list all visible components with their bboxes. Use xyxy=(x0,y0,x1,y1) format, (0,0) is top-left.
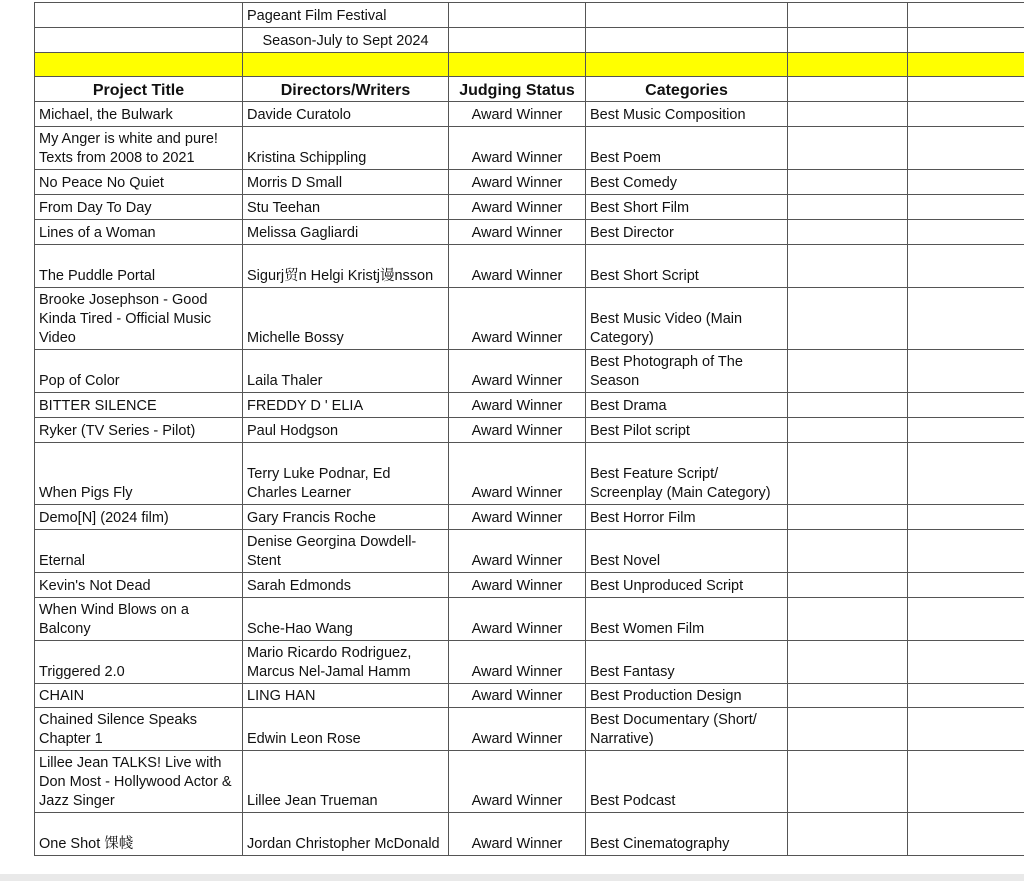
director-cell[interactable]: Terry Luke Podnar, Ed Charles Learner xyxy=(243,443,449,505)
cell[interactable] xyxy=(908,102,1024,127)
cell[interactable] xyxy=(908,77,1024,102)
category-cell[interactable]: Best Documentary (Short/ Narrative) xyxy=(586,708,788,751)
cell[interactable] xyxy=(788,530,908,573)
judging-status-cell[interactable]: Award Winner xyxy=(449,641,586,684)
table-row xyxy=(35,505,1024,530)
project-title-cell[interactable]: Kevin's Not Dead xyxy=(35,573,243,598)
cell[interactable] xyxy=(908,708,1024,751)
cell[interactable] xyxy=(788,684,908,708)
project-title-cell[interactable]: Eternal xyxy=(35,530,243,573)
director-cell[interactable]: LING HAN xyxy=(243,684,449,708)
project-title-cell[interactable]: Michael, the Bulwark xyxy=(35,102,243,127)
cell[interactable] xyxy=(908,443,1024,505)
cell[interactable] xyxy=(788,3,908,28)
table-row xyxy=(35,350,1024,393)
category-cell[interactable]: Best Cinematography xyxy=(586,813,788,856)
cell[interactable] xyxy=(788,195,908,220)
cell[interactable] xyxy=(908,813,1024,856)
cell[interactable] xyxy=(908,418,1024,443)
header-row xyxy=(35,77,1024,102)
bottom-strip xyxy=(0,874,1024,881)
spreadsheet-table xyxy=(34,2,1024,856)
project-title-cell[interactable]: The Puddle Portal xyxy=(35,245,243,288)
category-cell[interactable]: Best Short Script xyxy=(586,245,788,288)
judging-status-cell[interactable]: Award Winner xyxy=(449,220,586,245)
category-cell[interactable]: Best Short Film xyxy=(586,195,788,220)
table-row xyxy=(35,443,1024,505)
judging-status-cell[interactable]: Award Winner xyxy=(449,708,586,751)
table-row xyxy=(35,813,1024,856)
cell[interactable] xyxy=(908,245,1024,288)
director-cell[interactable]: Melissa Gagliardi xyxy=(243,220,449,245)
cell[interactable] xyxy=(788,418,908,443)
director-cell[interactable]: Morris D Small xyxy=(243,170,449,195)
cell[interactable] xyxy=(908,28,1024,53)
cell[interactable] xyxy=(35,3,243,28)
project-title-cell[interactable]: BITTER SILENCE xyxy=(35,393,243,418)
project-title-cell[interactable]: Triggered 2.0 xyxy=(35,641,243,684)
project-title-cell[interactable]: One Shot 馃帴 xyxy=(35,813,243,856)
cell[interactable] xyxy=(788,288,908,350)
cell[interactable] xyxy=(788,598,908,641)
category-cell[interactable]: Best Women Film xyxy=(586,598,788,641)
table-row xyxy=(35,393,1024,418)
project-title-cell[interactable]: Lines of a Woman xyxy=(35,220,243,245)
project-title-cell[interactable]: Ryker (TV Series - Pilot) xyxy=(35,418,243,443)
cell[interactable] xyxy=(788,641,908,684)
table-row xyxy=(35,598,1024,641)
cell[interactable] xyxy=(908,573,1024,598)
category-cell[interactable]: Best Music Video (Main Category) xyxy=(586,288,788,350)
judging-status-cell[interactable]: Award Winner xyxy=(449,102,586,127)
project-title-cell[interactable]: Lillee Jean TALKS! Live with Don Most - Hollywood Actor & Jazz Singer xyxy=(35,751,243,813)
cell[interactable] xyxy=(788,708,908,751)
cell[interactable] xyxy=(586,3,788,28)
cell[interactable] xyxy=(908,220,1024,245)
project-title-cell[interactable]: Pop of Color xyxy=(35,350,243,393)
category-cell[interactable]: Best Feature Script/ Screenplay (Main Category) xyxy=(586,443,788,505)
cell[interactable] xyxy=(788,127,908,170)
cell[interactable] xyxy=(788,393,908,418)
director-cell[interactable]: Paul Hodgson xyxy=(243,418,449,443)
director-cell[interactable]: FREDDY D ' ELIA xyxy=(243,393,449,418)
column-header-directors-writers[interactable]: Directors/Writers xyxy=(243,77,449,102)
director-cell[interactable]: Kristina Schippling xyxy=(243,127,449,170)
cell[interactable] xyxy=(586,28,788,53)
cell[interactable] xyxy=(449,28,586,53)
table-row xyxy=(35,418,1024,443)
cell[interactable] xyxy=(908,195,1024,220)
director-cell[interactable]: Gary Francis Roche xyxy=(243,505,449,530)
cell[interactable] xyxy=(449,3,586,28)
judging-status-cell[interactable]: Award Winner xyxy=(449,170,586,195)
highlight-row xyxy=(35,53,1024,77)
project-title-cell[interactable]: Brooke Josephson - Good Kinda Tired - Official Music Video xyxy=(35,288,243,350)
cell[interactable] xyxy=(35,53,243,77)
table-row xyxy=(35,102,1024,127)
judging-status-cell[interactable]: Award Winner xyxy=(449,813,586,856)
category-cell[interactable]: Best Podcast xyxy=(586,751,788,813)
judging-status-cell[interactable]: Award Winner xyxy=(449,505,586,530)
judging-status-cell[interactable]: Award Winner xyxy=(449,350,586,393)
director-cell[interactable]: Jordan Christopher McDonald xyxy=(243,813,449,856)
table-row xyxy=(35,573,1024,598)
category-cell[interactable]: Best Photograph of The Season xyxy=(586,350,788,393)
cell[interactable] xyxy=(449,53,586,77)
judging-status-cell[interactable]: Award Winner xyxy=(449,418,586,443)
festival-name-row xyxy=(35,3,1024,28)
project-title-cell[interactable]: When Wind Blows on a Balcony xyxy=(35,598,243,641)
judging-status-cell[interactable]: Award Winner xyxy=(449,245,586,288)
director-cell[interactable]: Edwin Leon Rose xyxy=(243,708,449,751)
cell[interactable] xyxy=(908,684,1024,708)
cell[interactable] xyxy=(788,573,908,598)
column-header-project-title[interactable]: Project Title xyxy=(35,77,243,102)
category-cell[interactable]: Best Horror Film xyxy=(586,505,788,530)
project-title-cell[interactable]: From Day To Day xyxy=(35,195,243,220)
column-header-judging-status[interactable]: Judging Status xyxy=(449,77,586,102)
table-row xyxy=(35,641,1024,684)
director-cell[interactable]: Davide Curatolo xyxy=(243,102,449,127)
project-title-cell[interactable]: CHAIN xyxy=(35,684,243,708)
category-cell[interactable]: Best Poem xyxy=(586,127,788,170)
judging-status-cell[interactable]: Award Winner xyxy=(449,684,586,708)
cell[interactable] xyxy=(908,530,1024,573)
table-row xyxy=(35,195,1024,220)
category-cell[interactable]: Best Novel xyxy=(586,530,788,573)
category-cell[interactable]: Best Music Composition xyxy=(586,102,788,127)
festival-season-row xyxy=(35,28,1024,53)
table-row xyxy=(35,127,1024,170)
category-cell[interactable]: Best Unproduced Script xyxy=(586,573,788,598)
director-cell[interactable]: Sche-Hao Wang xyxy=(243,598,449,641)
table-row xyxy=(35,220,1024,245)
judging-status-cell[interactable]: Award Winner xyxy=(449,573,586,598)
cell[interactable] xyxy=(908,393,1024,418)
director-cell[interactable]: Denise Georgina Dowdell-Stent xyxy=(243,530,449,573)
cell[interactable] xyxy=(788,505,908,530)
category-cell[interactable]: Best Fantasy xyxy=(586,641,788,684)
director-cell[interactable]: Stu Teehan xyxy=(243,195,449,220)
cell[interactable] xyxy=(788,245,908,288)
director-cell[interactable]: Laila Thaler xyxy=(243,350,449,393)
category-cell[interactable]: Best Director xyxy=(586,220,788,245)
judging-status-cell[interactable]: Award Winner xyxy=(449,288,586,350)
cell[interactable] xyxy=(788,53,908,77)
cell[interactable] xyxy=(908,641,1024,684)
director-cell[interactable]: Mario Ricardo Rodriguez, Marcus Nel-Jamal Hamm xyxy=(243,641,449,684)
table-row xyxy=(35,170,1024,195)
table-row xyxy=(35,288,1024,350)
cell[interactable] xyxy=(35,28,243,53)
category-cell[interactable]: Best Drama xyxy=(586,393,788,418)
project-title-cell[interactable]: Chained Silence Speaks Chapter 1 xyxy=(35,708,243,751)
project-title-cell[interactable]: Demo[N] (2024 film) xyxy=(35,505,243,530)
cell[interactable] xyxy=(908,127,1024,170)
cell[interactable] xyxy=(908,751,1024,813)
cell[interactable] xyxy=(788,102,908,127)
festival-season[interactable]: Season-July to Sept 2024 xyxy=(243,28,449,53)
judging-status-cell[interactable]: Award Winner xyxy=(449,127,586,170)
cell[interactable] xyxy=(908,3,1024,28)
project-title-cell[interactable]: My Anger is white and pure! Texts from 2008 to 2021 xyxy=(35,127,243,170)
judging-status-cell[interactable]: Award Winner xyxy=(449,443,586,505)
table-row xyxy=(35,530,1024,573)
cell[interactable] xyxy=(788,751,908,813)
director-cell[interactable]: Lillee Jean Trueman xyxy=(243,751,449,813)
column-header-categories[interactable]: Categories xyxy=(586,77,788,102)
festival-name[interactable]: Pageant Film Festival xyxy=(243,3,449,28)
judging-status-cell[interactable]: Award Winner xyxy=(449,598,586,641)
category-cell[interactable]: Best Pilot script xyxy=(586,418,788,443)
cell[interactable] xyxy=(788,813,908,856)
cell[interactable] xyxy=(908,53,1024,77)
cell[interactable] xyxy=(908,505,1024,530)
table-row xyxy=(35,245,1024,288)
cell[interactable] xyxy=(788,77,908,102)
judging-status-cell[interactable]: Award Winner xyxy=(449,393,586,418)
category-cell[interactable]: Best Production Design xyxy=(586,684,788,708)
table-row xyxy=(35,684,1024,708)
director-cell[interactable]: Sigurj贸n Helgi Kristj谩nsson xyxy=(243,245,449,288)
cell[interactable] xyxy=(908,350,1024,393)
judging-status-cell[interactable]: Award Winner xyxy=(449,751,586,813)
cell[interactable] xyxy=(908,598,1024,641)
cell[interactable] xyxy=(788,170,908,195)
project-title-cell[interactable]: No Peace No Quiet xyxy=(35,170,243,195)
cell[interactable] xyxy=(788,220,908,245)
cell[interactable] xyxy=(243,53,449,77)
table-row xyxy=(35,751,1024,813)
project-title-cell[interactable]: When Pigs Fly xyxy=(35,443,243,505)
cell[interactable] xyxy=(586,53,788,77)
director-cell[interactable]: Sarah Edmonds xyxy=(243,573,449,598)
cell[interactable] xyxy=(908,288,1024,350)
table-row xyxy=(35,708,1024,751)
cell[interactable] xyxy=(788,28,908,53)
category-cell[interactable]: Best Comedy xyxy=(586,170,788,195)
cell[interactable] xyxy=(788,350,908,393)
judging-status-cell[interactable]: Award Winner xyxy=(449,530,586,573)
cell[interactable] xyxy=(788,443,908,505)
director-cell[interactable]: Michelle Bossy xyxy=(243,288,449,350)
judging-status-cell[interactable]: Award Winner xyxy=(449,195,586,220)
cell[interactable] xyxy=(908,170,1024,195)
